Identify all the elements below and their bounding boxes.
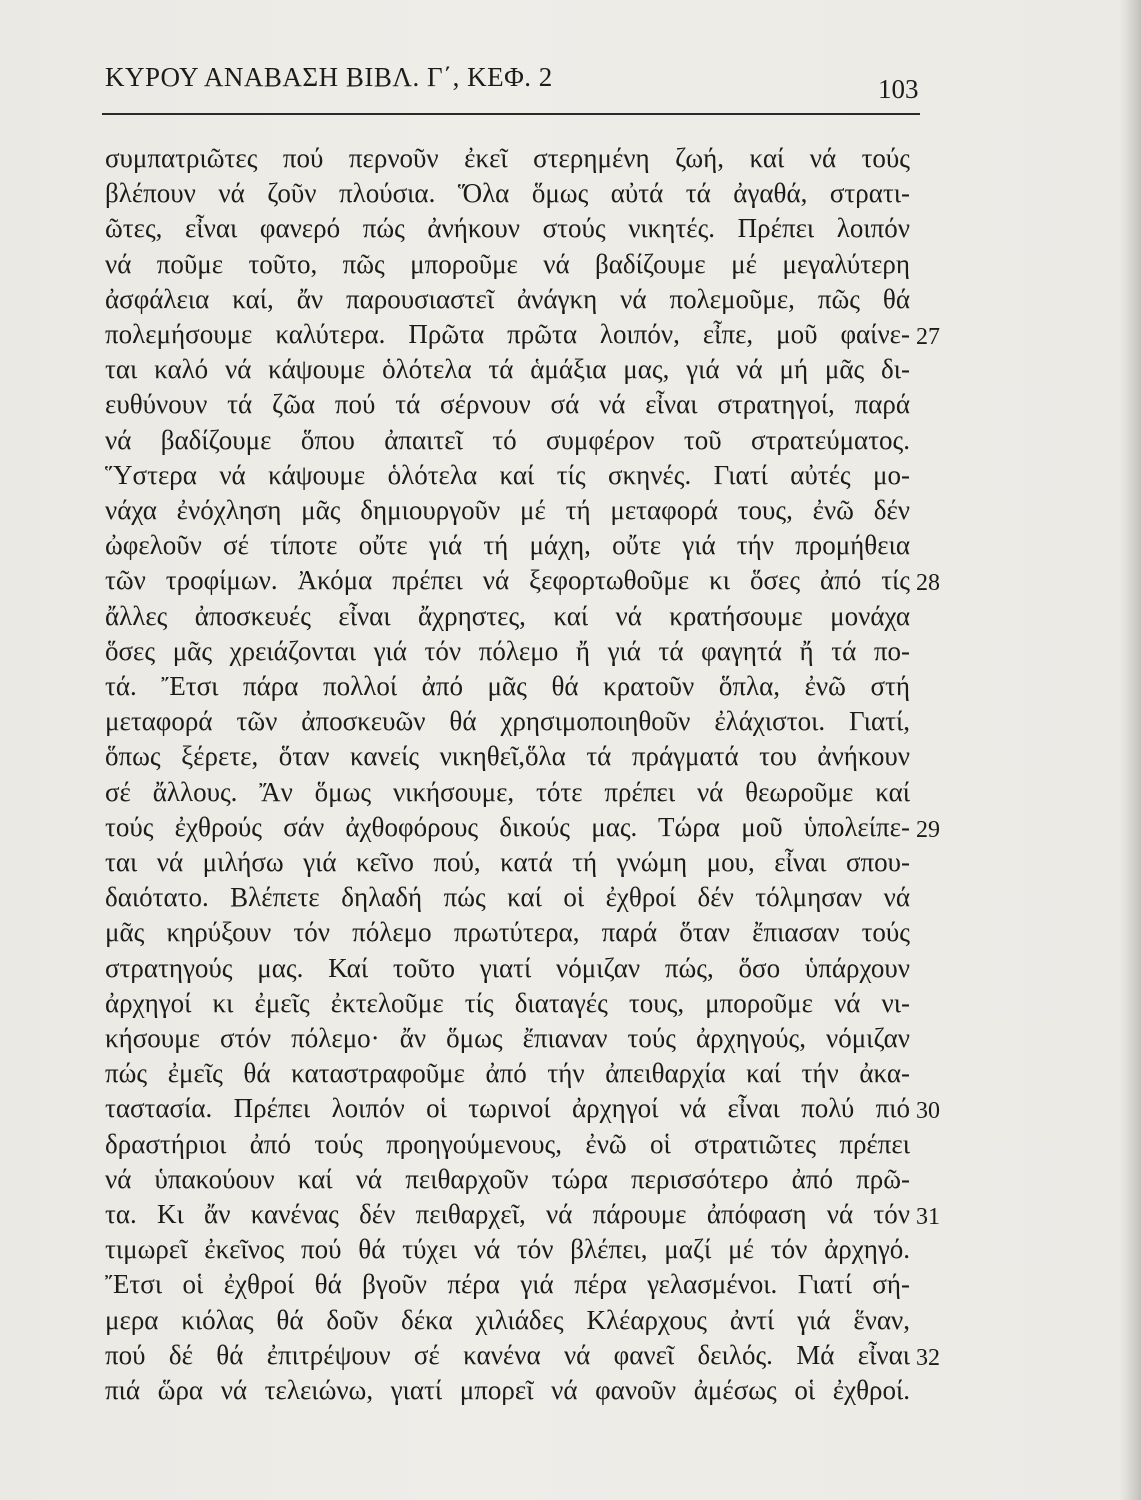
text-line: συμπατριῶτες πού περνοῦν ἐκεῖ στερημένη ζωή, καί νά τούς <box>105 143 910 173</box>
header-rule <box>102 113 920 115</box>
text-line: τά. Ἔτσι πάρα πολλοί ἀπό μᾶς θά κρατοῦν ὅπλα, ἐνῶ στή <box>105 671 910 701</box>
text-line: στρατηγούς μας. Καί τοῦτο γιατί νόμιζαν πώς, ὅσο ὑπάρχουν <box>105 952 910 983</box>
page-number: 103 <box>878 74 919 104</box>
text-line: νά ποῦμε τοῦτο, πῶς μποροῦμε νά βαδίζουμε μέ μεγαλύτερη <box>105 248 910 279</box>
text-line: ὠφελοῦν σέ τίποτε οὔτε γιά τή μάχη, οὔτε γιά τήν προμήθεια <box>105 530 910 561</box>
text-line: τιμωρεῖ ἐκεῖνος πού θά τύχει νά τόν βλέπει, μαζί μέ τόν ἀρχηγό. <box>105 1234 910 1265</box>
text-line: νά βαδίζουμε ὅπου ἀπαιτεῖ τό συμφέρον τοῦ στρατεύματος. <box>105 424 910 455</box>
text-line: τῶν τροφίμων. Ἀκόμα πρέπει νά ξεφορτωθοῦμε κι ὅσες ἀπό τίς <box>105 565 910 596</box>
text-line: ευθύνουν τά ζῶα πού τά σέρνουν σά νά εἶναι στρατηγοί, παρά <box>105 389 910 420</box>
text-line: ται νά μιλήσω γιά κεῖνο πού, κατά τή γνώμη μου, εἶναι σπου- <box>105 847 910 877</box>
text-line: Ἔτσι οἱ ἐχθροί θά βγοῦν πέρα γιά πέρα γελασμένοι. Γιατί σή- <box>105 1269 910 1300</box>
running-title: ΚΥΡΟΥ ΑΝΑΒΑΣΗ ΒΙΒΛ. Γ΄, ΚΕΦ. 2 <box>105 62 553 92</box>
text-line: πολεμήσουμε καλύτερα. Πρῶτα πρῶτα λοιπόν, εἶπε, μοῦ φαίνε- <box>105 319 910 349</box>
text-line: ὅσες μᾶς χρειάζονται γιά τόν πόλεμο ἤ γιά τά φαγητά ἤ τά πο- <box>105 635 910 666</box>
text-line: τα. Κι ἄν κανένας δέν πειθαρχεῖ, νά πάρουμε ἀπόφαση νά τόν <box>105 1199 910 1229</box>
text-line: πιά ὥρα νά τελειώνω, γιατί μπορεῖ νά φανοῦν ἀμέσως οἱ ἐχθροί. <box>105 1375 910 1405</box>
page-edge-shadow <box>1119 0 1141 1500</box>
text-line: κήσουμε στόν πόλεμο· ἄν ὅμως ἔπιαναν τούς ἀρχηγούς, νόμιζαν <box>105 1023 910 1053</box>
text-line: τούς ἐχθρούς σάν ἀχθοφόρους δικούς μας. Τώρα μοῦ ὑπολείπε- <box>105 811 910 842</box>
margin-section-number: 31 <box>916 1204 940 1230</box>
text-line: ῶτες, εἶναι φανερό πώς ἀνήκουν στούς νικητές. Πρέπει λοιπόν <box>105 213 910 244</box>
margin-section-number: 32 <box>916 1344 940 1371</box>
margin-section-number: 29 <box>916 816 940 843</box>
text-line: ἀσφάλεια καί, ἄν παρουσιαστεῖ ἀνάγκη νά πολεμοῦμε, πῶς θά <box>105 283 910 314</box>
text-line: ται καλό νά κάψουμε ὁλότελα τά ἁμάξια μας, γιά νά μή μᾶς δι- <box>105 354 910 385</box>
text-line: πώς ἐμεῖς θά καταστραφοῦμε ἀπό τήν ἀπειθαρχία καί τήν ἀκα- <box>105 1058 910 1089</box>
text-line: δαιότατο. Βλέπετε δηλαδή πώς καί οἱ ἐχθροί δέν τόλμησαν νά <box>105 882 910 913</box>
text-line: Ὕστερα νά κάψουμε ὁλότελα καί τίς σκηνές. Γιατί αὐτές μο- <box>105 459 910 490</box>
text-line: πού δέ θά ἐπιτρέψουν σέ κανένα νά φανεῖ δειλός. Μά εἶναι <box>105 1339 910 1370</box>
text-line: νάχα ἐνόχληση μᾶς δημιουργοῦν μέ τή μεταφορά τους, ἐνῶ δέν <box>105 495 910 525</box>
text-line: μεταφορά τῶν ἀποσκευῶν θά χρησιμοποιηθοῦν ἐλάχιστοι. Γιατί, <box>105 706 910 737</box>
text-line: σέ ἄλλους. Ἄν ὅμως νικήσουμε, τότε πρέπει νά θεωροῦμε καί <box>105 776 910 807</box>
text-line: ταστασία. Πρέπει λοιπόν οἱ τωρινοί ἀρχηγοί νά εἶναι πολύ πιό <box>105 1093 910 1124</box>
text-line: μᾶς κηρύξουν τόν πόλεμο πρωτύτερα, παρά ὅταν ἔπιασαν τούς <box>105 917 910 948</box>
text-line: δραστήριοι ἀπό τούς προηγούμενους, ἐνῶ οἱ στρατιῶτες πρέπει <box>105 1128 910 1159</box>
text-line: βλέπουν νά ζοῦν πλούσια. Ὅλα ὅμως αὐτά τά ἀγαθά, στρατι- <box>105 178 910 209</box>
text-line: νά ὑπακούουν καί νά πειθαρχοῦν τώρα περισσότερο ἀπό πρῶ- <box>105 1163 910 1194</box>
margin-section-number: 30 <box>916 1098 940 1125</box>
margin-section-number: 27 <box>916 324 940 350</box>
text-line: ἄλλες ἀποσκευές εἶναι ἄχρηστες, καί νά κρατήσουμε μονάχα <box>105 600 910 631</box>
text-line: ἀρχηγοί κι ἐμεῖς ἐκτελοῦμε τίς διαταγές τους, μποροῦμε νά νι- <box>105 987 910 1018</box>
margin-section-number: 28 <box>916 570 940 597</box>
text-line: ὅπως ξέρετε, ὅταν κανείς νικηθεῖ,ὅλα τά πράγματά του ἀνήκουν <box>105 741 910 772</box>
text-line: μερα κιόλας θά δοῦν δέκα χιλιάδες Κλέαρχους ἀντί γιά ἕναν, <box>105 1304 910 1335</box>
